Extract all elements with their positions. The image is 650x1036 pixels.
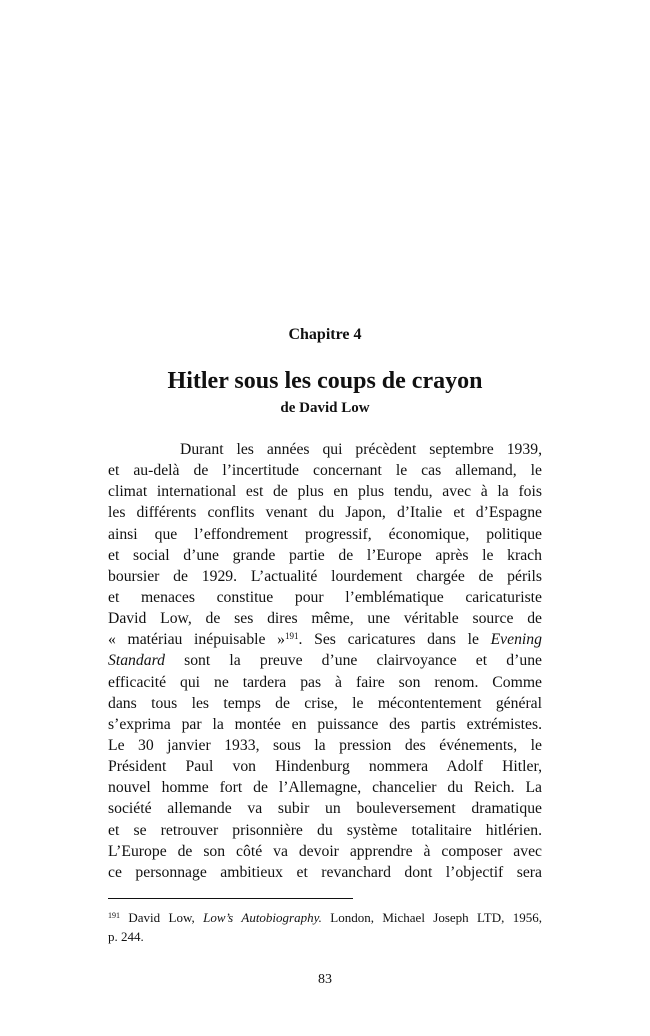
footnote-line (108, 908, 542, 927)
quote-continuation: . Ses caricatures dans le (298, 631, 491, 649)
chapter-subtitle: de David Low (280, 400, 370, 416)
text-line: Le 30 janvier 1933, sous la pression des événements, le (108, 736, 542, 754)
text-line: et se retrouver prisonnière du système totalitaire hitlérien. (108, 821, 542, 839)
text-line: Durant les années qui précèdent septembre 1939, (180, 441, 542, 458)
text-line: dans tous les temps de crise, le mécontentement général (108, 694, 542, 712)
text-line: Président Paul von Hindenburg nommera Adolf Hitler, (108, 758, 542, 776)
body-paragraph (108, 439, 542, 883)
newspaper-title-part2: Standard (108, 652, 165, 670)
text-line: climat international est de plus en plus tendu, avec à la fois (108, 483, 542, 501)
chapter-title: Hitler sous les coups de crayon (167, 368, 483, 394)
footnote-book-title: Low’s Autobiography. (203, 910, 322, 925)
text-line: ainsi que l’effondrement progressif, économique, politique (108, 525, 542, 543)
quote-text: « matériau inépuisable » (108, 631, 286, 649)
text-line: les différents conflits venant du Japon, d’Italie et d’Espagne (108, 504, 542, 522)
text-line: boursier de 1929. L’actualité lourdement chargée de périls (108, 567, 542, 585)
text-line: L’Europe de son côté va devoir apprendre à composer avec (108, 842, 542, 860)
text-line: et menaces constitue pour l’emblématique caricaturiste (108, 588, 542, 606)
page-number: 83 (318, 972, 332, 987)
footnote-reference[interactable]: 191 (285, 631, 299, 642)
footnote (108, 908, 542, 946)
footnote-number: 191 (108, 911, 120, 920)
newspaper-title-part1: Evening (490, 631, 542, 649)
text-line: et social d’une grande partie de l’Europe après le krach (108, 546, 542, 564)
text-line: société allemande va subir un bouleversement dramatique (108, 800, 542, 818)
text-line: efficacité qui ne tardera pas à faire son renom. Comme (108, 673, 542, 691)
text-line-newspaper (108, 650, 542, 671)
footnote-author: David Low, (120, 910, 204, 925)
footnote-pages: p. 244. (108, 929, 144, 944)
text-line: et au-delà de l’incertitude concernant le cas allemand, le (108, 462, 542, 480)
footnote-publication: London, Michael Joseph LTD, 1956, (321, 910, 543, 925)
text-line: nouvel homme fort de l’Allemagne, chancelier du Reich. La (108, 779, 542, 797)
text-line: s’exprima par la montée en puissance des partis extrémistes. (108, 715, 542, 733)
footnote-divider (108, 898, 353, 899)
text-line: ce personnage ambitieux et revanchard dont l’objectif sera (108, 863, 542, 881)
text-line: David Low, de ses dires même, une véritable source de (108, 610, 542, 628)
newspaper-continuation: sont la preuve d’une clairvoyance et d’une (164, 652, 542, 670)
chapter-label: Chapitre 4 (288, 326, 362, 343)
text-line-quote (108, 629, 542, 650)
